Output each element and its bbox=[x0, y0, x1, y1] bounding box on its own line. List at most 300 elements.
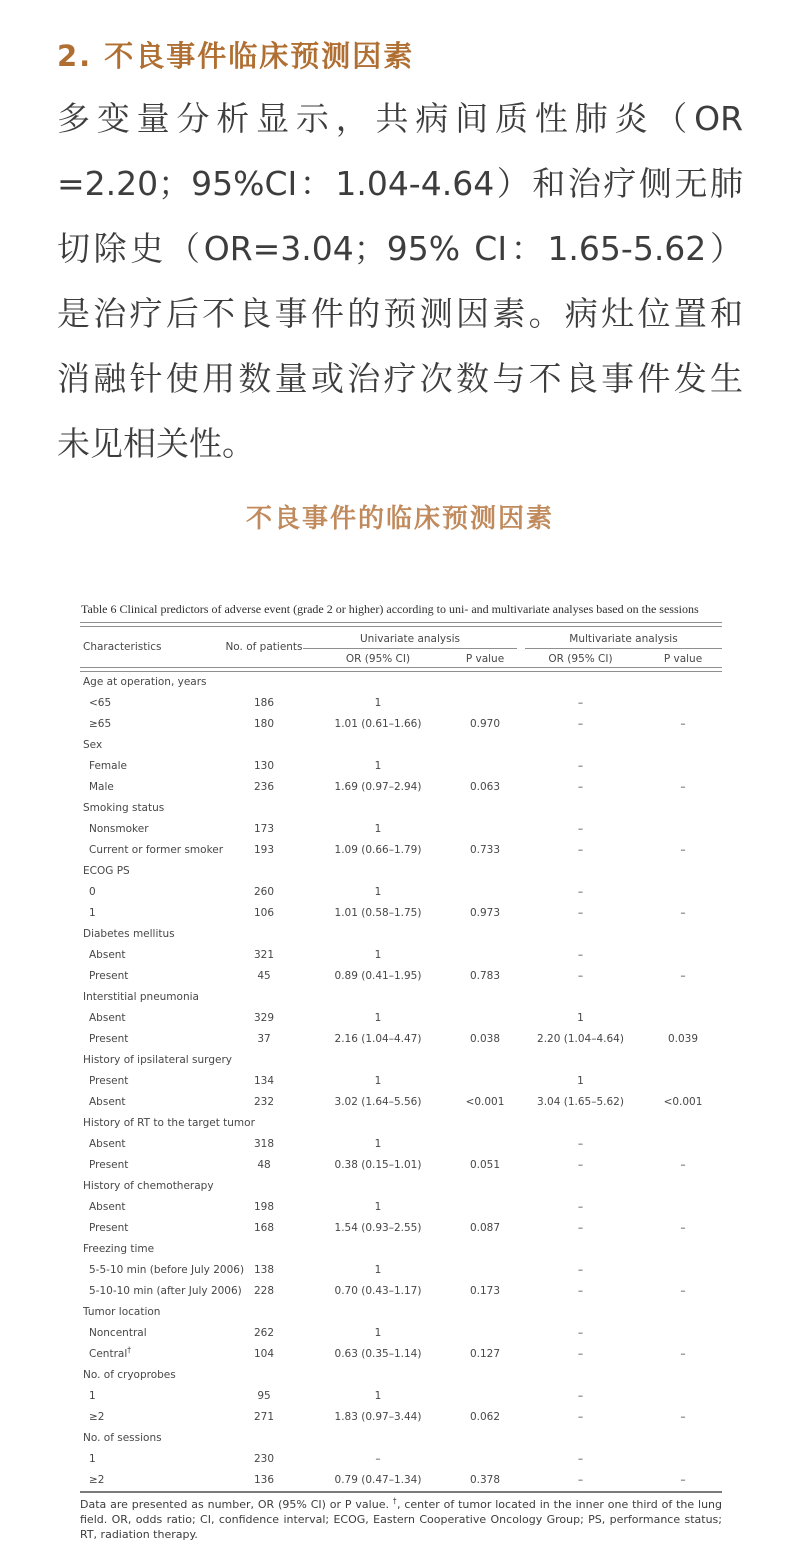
cell-multi-p bbox=[644, 924, 722, 945]
table-row bbox=[80, 777, 722, 798]
table-row bbox=[80, 1344, 722, 1365]
row-label: Absent bbox=[89, 1012, 126, 1024]
table-figure bbox=[80, 602, 722, 1542]
cell-uni-or: 1 bbox=[374, 1390, 382, 1402]
cell-uni-p bbox=[453, 861, 517, 882]
cell-patients: 228 bbox=[253, 1285, 275, 1297]
cell-multi-or: – bbox=[577, 949, 584, 961]
cell-uni-p: 0.063 bbox=[469, 781, 501, 793]
paragraph-line: 未见相关性。 bbox=[57, 424, 255, 463]
cell-multi-or: – bbox=[577, 781, 584, 793]
cell-uni-p bbox=[453, 1365, 517, 1386]
table-row bbox=[80, 1008, 722, 1029]
row-label: 5-10-10 min (after July 2006) bbox=[89, 1285, 242, 1297]
cell-multi-p bbox=[644, 672, 722, 693]
footnote-text-post: , center of tumor located in the inner one third of the lung field. OR, odds ratio; CI, confidence interval; ECOG, Eastern Cooperative Oncology Group; PS, performance status; RT, radiation therapy. bbox=[80, 1498, 723, 1541]
cell-multi-p: – bbox=[680, 1474, 686, 1486]
cell-multi-or: 2.20 (1.04–4.64) bbox=[537, 1033, 624, 1045]
cell-patients: 232 bbox=[253, 1096, 275, 1108]
row-label: Sex bbox=[83, 739, 103, 751]
cell-uni-p: 0.973 bbox=[469, 907, 501, 919]
cell-multi-or: – bbox=[577, 1285, 584, 1297]
cell-uni-or bbox=[303, 1365, 453, 1386]
paragraph-line: =2.20；95%CI：1.04-4.64）和治疗侧无肺 bbox=[57, 164, 743, 203]
footnote-text-pre: Data are presented as number, OR (95% CI) or P value. bbox=[80, 1498, 393, 1511]
table-row bbox=[80, 1218, 722, 1239]
row-label: 5-5-10 min (before July 2006) bbox=[89, 1264, 245, 1276]
cell-multi-p: – bbox=[680, 1285, 686, 1297]
cell-multi-or: – bbox=[577, 718, 584, 730]
group-header-univariate-label: Univariate analysis bbox=[303, 633, 517, 649]
table-row bbox=[80, 1407, 722, 1428]
cell-multi-or bbox=[517, 1113, 644, 1134]
row-label: History of RT to the target tumor bbox=[83, 1117, 255, 1129]
table-row bbox=[80, 1155, 722, 1176]
cell-uni-or: 1 bbox=[374, 949, 382, 961]
cell-multi-or bbox=[517, 735, 644, 756]
cell-uni-p bbox=[453, 1071, 517, 1092]
row-label: Female bbox=[89, 760, 127, 772]
cell-patients: 230 bbox=[253, 1453, 275, 1465]
cell-uni-or: 2.16 (1.04–4.47) bbox=[334, 1033, 422, 1045]
cell-multi-p bbox=[644, 756, 722, 777]
table-title: 不良事件的临床预测因素 bbox=[245, 504, 554, 534]
cell-uni-p: 0.783 bbox=[469, 970, 501, 982]
cell-uni-p bbox=[453, 1323, 517, 1344]
table-row bbox=[80, 1302, 722, 1323]
row-label: Nonsmoker bbox=[89, 823, 149, 835]
row-label: History of chemotherapy bbox=[83, 1180, 214, 1192]
cell-multi-or bbox=[517, 798, 644, 819]
row-label: ≥2 bbox=[89, 1474, 105, 1486]
row-label: Absent bbox=[89, 1096, 126, 1108]
cell-multi-p bbox=[644, 1428, 722, 1449]
table-row bbox=[80, 1365, 722, 1386]
cell-uni-p: 0.087 bbox=[469, 1222, 501, 1234]
row-label: Central† bbox=[89, 1345, 131, 1360]
table-row bbox=[80, 798, 722, 819]
table-row bbox=[80, 1323, 722, 1344]
footnote-dagger: † bbox=[392, 1496, 397, 1506]
cell-uni-or bbox=[303, 798, 453, 819]
cell-multi-or bbox=[517, 1176, 644, 1197]
cell-multi-p: – bbox=[680, 718, 686, 730]
table-row bbox=[80, 756, 722, 777]
cell-patients bbox=[225, 987, 303, 1008]
cell-multi-or bbox=[517, 672, 644, 693]
cell-uni-or: – bbox=[375, 1453, 381, 1465]
table-footnote bbox=[80, 1497, 722, 1542]
cell-patients: 173 bbox=[253, 823, 275, 835]
table-row bbox=[80, 693, 722, 714]
row-label: ≥2 bbox=[89, 1411, 105, 1423]
cell-uni-p bbox=[453, 756, 517, 777]
cell-patients: 321 bbox=[253, 949, 275, 961]
cell-patients: 136 bbox=[253, 1474, 275, 1486]
cell-uni-or: 1 bbox=[374, 1201, 382, 1213]
cell-multi-or: – bbox=[577, 1138, 584, 1150]
cell-patients: 236 bbox=[253, 781, 275, 793]
table-row bbox=[80, 1071, 722, 1092]
cell-patients: 168 bbox=[253, 1222, 275, 1234]
cell-multi-p bbox=[644, 735, 722, 756]
cell-multi-p bbox=[644, 987, 722, 1008]
cell-multi-or: – bbox=[577, 760, 584, 772]
row-label: ECOG PS bbox=[83, 865, 130, 877]
cell-uni-p bbox=[453, 693, 517, 714]
cell-multi-p bbox=[644, 1197, 722, 1218]
cell-multi-p bbox=[644, 861, 722, 882]
cell-multi-or bbox=[517, 924, 644, 945]
cell-patients: 138 bbox=[253, 1264, 275, 1276]
cell-patients: 37 bbox=[257, 1033, 271, 1045]
cell-uni-or bbox=[303, 735, 453, 756]
cell-multi-or: – bbox=[577, 1201, 584, 1213]
cell-uni-p: 0.970 bbox=[469, 718, 501, 730]
cell-uni-or: 1 bbox=[374, 1075, 382, 1087]
table-bottom-rule bbox=[80, 1491, 722, 1493]
cell-multi-or bbox=[517, 1428, 644, 1449]
cell-uni-p bbox=[453, 1260, 517, 1281]
table-row bbox=[80, 1239, 722, 1260]
row-label: Present bbox=[89, 1159, 129, 1171]
cell-multi-p bbox=[644, 819, 722, 840]
cell-uni-or: 3.02 (1.64–5.56) bbox=[334, 1096, 422, 1108]
cell-uni-p: 0.733 bbox=[469, 844, 501, 856]
row-label: Absent bbox=[89, 1138, 126, 1150]
col-header-patients: No. of patients bbox=[225, 641, 303, 653]
cell-multi-or: 1 bbox=[577, 1012, 584, 1024]
cell-uni-or: 1 bbox=[374, 1012, 382, 1024]
table-row bbox=[80, 1449, 722, 1470]
cell-multi-p: – bbox=[680, 1222, 686, 1234]
group-header-multivariate-label: Multivariate analysis bbox=[525, 633, 722, 649]
table-row bbox=[80, 1050, 722, 1071]
row-label: 0 bbox=[89, 886, 96, 898]
col-header-uni-p: P value bbox=[465, 653, 505, 665]
group-header-multivariate bbox=[517, 633, 722, 649]
row-label: Diabetes mellitus bbox=[83, 928, 175, 940]
cell-multi-p bbox=[644, 1113, 722, 1134]
cell-multi-or: – bbox=[577, 1222, 584, 1234]
cell-uni-or: 0.89 (0.41–1.95) bbox=[334, 970, 422, 982]
row-label: Smoking status bbox=[83, 802, 165, 814]
row-label: 1 bbox=[89, 907, 96, 919]
cell-uni-p bbox=[453, 1050, 517, 1071]
cell-uni-or: 1 bbox=[374, 886, 382, 898]
cell-uni-p bbox=[453, 1176, 517, 1197]
cell-patients bbox=[225, 1050, 303, 1071]
cell-patients bbox=[225, 1176, 303, 1197]
cell-uni-p bbox=[453, 735, 517, 756]
cell-multi-p: <0.001 bbox=[663, 1096, 703, 1108]
cell-multi-p bbox=[644, 1071, 722, 1092]
table-row bbox=[80, 840, 722, 861]
table-row bbox=[80, 1029, 722, 1050]
cell-patients: 262 bbox=[253, 1327, 275, 1339]
cell-multi-p bbox=[644, 1260, 722, 1281]
cell-uni-p: <0.001 bbox=[465, 1096, 505, 1108]
cell-multi-p bbox=[644, 882, 722, 903]
cell-uni-p bbox=[453, 1449, 517, 1470]
cell-uni-or: 1.09 (0.66–1.79) bbox=[334, 844, 422, 856]
row-label: Male bbox=[89, 781, 114, 793]
table-row bbox=[80, 966, 722, 987]
cell-multi-or bbox=[517, 1365, 644, 1386]
cell-uni-or bbox=[303, 987, 453, 1008]
col-header-characteristics: Characteristics bbox=[83, 641, 162, 653]
table-row bbox=[80, 987, 722, 1008]
cell-uni-p bbox=[453, 1008, 517, 1029]
table-row bbox=[80, 1260, 722, 1281]
cell-uni-or: 1 bbox=[374, 760, 382, 772]
row-label: Age at operation, years bbox=[83, 676, 207, 688]
cell-patients bbox=[225, 1428, 303, 1449]
cell-patients: 45 bbox=[257, 970, 271, 982]
cell-multi-p bbox=[644, 798, 722, 819]
cell-patients bbox=[225, 672, 303, 693]
cell-uni-or: 1.69 (0.97–2.94) bbox=[334, 781, 422, 793]
row-label: No. of cryoprobes bbox=[83, 1369, 176, 1381]
cell-multi-or: – bbox=[577, 823, 584, 835]
cell-multi-or: – bbox=[577, 844, 584, 856]
cell-patients: 134 bbox=[253, 1075, 275, 1087]
table-row bbox=[80, 882, 722, 903]
cell-multi-p: – bbox=[680, 844, 686, 856]
row-label: Present bbox=[89, 970, 129, 982]
cell-multi-p bbox=[644, 693, 722, 714]
paragraph-line: 切除史（OR=3.04；95% CI：1.65-5.62） bbox=[57, 229, 743, 268]
row-label: Noncentral bbox=[89, 1327, 147, 1339]
row-label: History of ipsilateral surgery bbox=[83, 1054, 232, 1066]
cell-uni-p bbox=[453, 672, 517, 693]
cell-multi-or: – bbox=[577, 1453, 584, 1465]
cell-multi-p bbox=[644, 1134, 722, 1155]
table-row bbox=[80, 1386, 722, 1407]
cell-multi-or bbox=[517, 861, 644, 882]
cell-patients: 106 bbox=[253, 907, 275, 919]
cell-patients: 95 bbox=[257, 1390, 271, 1402]
cell-patients bbox=[225, 924, 303, 945]
cell-multi-or: – bbox=[577, 970, 584, 982]
cell-multi-or: – bbox=[577, 1327, 584, 1339]
cell-multi-or bbox=[517, 987, 644, 1008]
cell-uni-or: 1.01 (0.61–1.66) bbox=[334, 718, 422, 730]
cell-uni-or: 1 bbox=[374, 1264, 382, 1276]
cell-multi-p bbox=[644, 1323, 722, 1344]
cell-patients: 260 bbox=[253, 886, 275, 898]
row-label: 1 bbox=[89, 1390, 96, 1402]
row-label: 1 bbox=[89, 1453, 96, 1465]
row-label: Absent bbox=[89, 949, 126, 961]
cell-uni-or: 0.70 (0.43–1.17) bbox=[334, 1285, 422, 1297]
cell-uni-or: 1 bbox=[374, 1327, 382, 1339]
col-header-uni-or: OR (95% CI) bbox=[345, 653, 411, 665]
cell-patients: 186 bbox=[253, 697, 275, 709]
table-row bbox=[80, 1197, 722, 1218]
cell-uni-p bbox=[453, 1134, 517, 1155]
table-row bbox=[80, 1428, 722, 1449]
row-label: Present bbox=[89, 1033, 129, 1045]
cell-uni-p bbox=[453, 945, 517, 966]
cell-multi-p bbox=[644, 1365, 722, 1386]
cell-patients: 130 bbox=[253, 760, 275, 772]
cell-patients bbox=[225, 861, 303, 882]
table-header bbox=[80, 627, 722, 667]
cell-uni-or: 1 bbox=[374, 697, 382, 709]
paragraph-line: 消融针使用数量或治疗次数与不良事件发生 bbox=[57, 359, 743, 398]
row-label: Present bbox=[89, 1222, 129, 1234]
cell-multi-or: – bbox=[577, 1390, 584, 1402]
cell-uni-p bbox=[453, 1239, 517, 1260]
cell-multi-p bbox=[644, 1176, 722, 1197]
cell-multi-or bbox=[517, 1302, 644, 1323]
cell-uni-or bbox=[303, 1176, 453, 1197]
table-row bbox=[80, 861, 722, 882]
cell-multi-p: – bbox=[680, 1159, 686, 1171]
cell-uni-p bbox=[453, 1197, 517, 1218]
cell-uni-or: 0.38 (0.15–1.01) bbox=[334, 1159, 422, 1171]
cell-multi-p: – bbox=[680, 781, 686, 793]
body-paragraph bbox=[57, 86, 743, 476]
row-label: No. of sessions bbox=[83, 1432, 162, 1444]
cell-patients bbox=[225, 735, 303, 756]
cell-multi-or: – bbox=[577, 886, 584, 898]
cell-patients bbox=[225, 798, 303, 819]
cell-uni-or bbox=[303, 1113, 453, 1134]
cell-multi-p bbox=[644, 1050, 722, 1071]
table-row bbox=[80, 924, 722, 945]
row-label: <65 bbox=[89, 697, 112, 709]
table-row bbox=[80, 672, 722, 693]
cell-uni-or bbox=[303, 1050, 453, 1071]
table-body bbox=[80, 672, 722, 1491]
cell-multi-or: – bbox=[577, 907, 584, 919]
cell-multi-p bbox=[644, 1008, 722, 1029]
cell-multi-or: 1 bbox=[577, 1075, 584, 1087]
cell-uni-p bbox=[453, 882, 517, 903]
cell-uni-or bbox=[303, 1302, 453, 1323]
row-label: Tumor location bbox=[83, 1306, 161, 1318]
table-row bbox=[80, 735, 722, 756]
cell-uni-p bbox=[453, 819, 517, 840]
cell-multi-p: – bbox=[680, 1348, 686, 1360]
cell-multi-or: – bbox=[577, 1159, 584, 1171]
table-row bbox=[80, 819, 722, 840]
cell-patients: 193 bbox=[253, 844, 275, 856]
cell-multi-or bbox=[517, 1050, 644, 1071]
col-header-multi-or: OR (95% CI) bbox=[548, 653, 613, 665]
table-row bbox=[80, 1092, 722, 1113]
cell-uni-p bbox=[453, 1386, 517, 1407]
cell-uni-p bbox=[453, 1113, 517, 1134]
cell-patients: 180 bbox=[253, 718, 275, 730]
cell-uni-p bbox=[453, 1428, 517, 1449]
cell-uni-p bbox=[453, 798, 517, 819]
table-row bbox=[80, 945, 722, 966]
cell-uni-or: 1 bbox=[374, 1138, 382, 1150]
group-header-univariate bbox=[303, 633, 517, 649]
cell-uni-or: 1.54 (0.93–2.55) bbox=[334, 1222, 422, 1234]
cell-multi-or: 3.04 (1.65–5.62) bbox=[537, 1096, 624, 1108]
cell-patients bbox=[225, 1302, 303, 1323]
cell-multi-or bbox=[517, 1239, 644, 1260]
dagger-mark: † bbox=[127, 1345, 131, 1355]
cell-multi-p bbox=[644, 1239, 722, 1260]
cell-patients: 318 bbox=[253, 1138, 275, 1150]
cell-uni-p: 0.051 bbox=[469, 1159, 501, 1171]
cell-patients: 48 bbox=[257, 1159, 271, 1171]
cell-uni-p: 0.173 bbox=[469, 1285, 501, 1297]
cell-multi-p bbox=[644, 1302, 722, 1323]
table-row bbox=[80, 903, 722, 924]
cell-multi-p: – bbox=[680, 970, 686, 982]
cell-uni-p: 0.062 bbox=[469, 1411, 501, 1423]
col-header-multi-p: P value bbox=[663, 653, 703, 665]
cell-patients bbox=[225, 1113, 303, 1134]
cell-uni-p: 0.038 bbox=[469, 1033, 501, 1045]
cell-uni-or: 1 bbox=[374, 823, 382, 835]
cell-uni-or bbox=[303, 1239, 453, 1260]
paragraph-line: 是治疗后不良事件的预测因素。病灶位置和 bbox=[57, 294, 743, 333]
row-label: ≥65 bbox=[89, 718, 112, 730]
table-caption: Table 6 Clinical predictors of adverse event (grade 2 or higher) according to uni- and multivariate analyses based on the sessions bbox=[81, 602, 699, 616]
table-row bbox=[80, 1113, 722, 1134]
row-label: Current or former smoker bbox=[89, 844, 224, 856]
cell-multi-or: – bbox=[577, 1411, 584, 1423]
cell-patients: 198 bbox=[253, 1201, 275, 1213]
table-row bbox=[80, 1176, 722, 1197]
row-label: Present bbox=[89, 1075, 129, 1087]
table-row bbox=[80, 1281, 722, 1302]
table-row bbox=[80, 1470, 722, 1491]
cell-multi-p: – bbox=[680, 907, 686, 919]
cell-uni-or bbox=[303, 861, 453, 882]
row-label: Freezing time bbox=[83, 1243, 155, 1255]
cell-patients: 329 bbox=[253, 1012, 275, 1024]
cell-multi-p bbox=[644, 1386, 722, 1407]
cell-uni-p bbox=[453, 924, 517, 945]
cell-uni-or bbox=[303, 924, 453, 945]
cell-multi-p bbox=[644, 945, 722, 966]
cell-patients bbox=[225, 1239, 303, 1260]
cell-uni-or: 0.79 (0.47–1.34) bbox=[334, 1474, 422, 1486]
row-label: Interstitial pneumonia bbox=[83, 991, 199, 1003]
row-label: Absent bbox=[89, 1201, 126, 1213]
table-row bbox=[80, 714, 722, 735]
section-heading: 2. 不良事件临床预测因素 bbox=[57, 39, 415, 73]
cell-multi-or: – bbox=[577, 697, 584, 709]
cell-multi-or: – bbox=[577, 1348, 584, 1360]
paragraph-line: 多变量分析显示，共病间质性肺炎（OR bbox=[57, 99, 743, 138]
cell-uni-or: 1.83 (0.97–3.44) bbox=[334, 1411, 422, 1423]
cell-uni-or bbox=[303, 672, 453, 693]
cell-multi-p bbox=[644, 1449, 722, 1470]
cell-uni-p: 0.378 bbox=[469, 1474, 501, 1486]
cell-multi-or: – bbox=[577, 1474, 584, 1486]
cell-patients bbox=[225, 1365, 303, 1386]
cell-multi-p: – bbox=[680, 1411, 686, 1423]
cell-uni-or bbox=[303, 1428, 453, 1449]
cell-uni-or: 1.01 (0.58–1.75) bbox=[334, 907, 422, 919]
cell-patients: 104 bbox=[253, 1348, 275, 1360]
cell-uni-p bbox=[453, 987, 517, 1008]
table-row bbox=[80, 1134, 722, 1155]
cell-uni-p: 0.127 bbox=[469, 1348, 501, 1360]
cell-multi-p: 0.039 bbox=[667, 1033, 699, 1045]
cell-patients: 271 bbox=[253, 1411, 275, 1423]
cell-multi-or: – bbox=[577, 1264, 584, 1276]
